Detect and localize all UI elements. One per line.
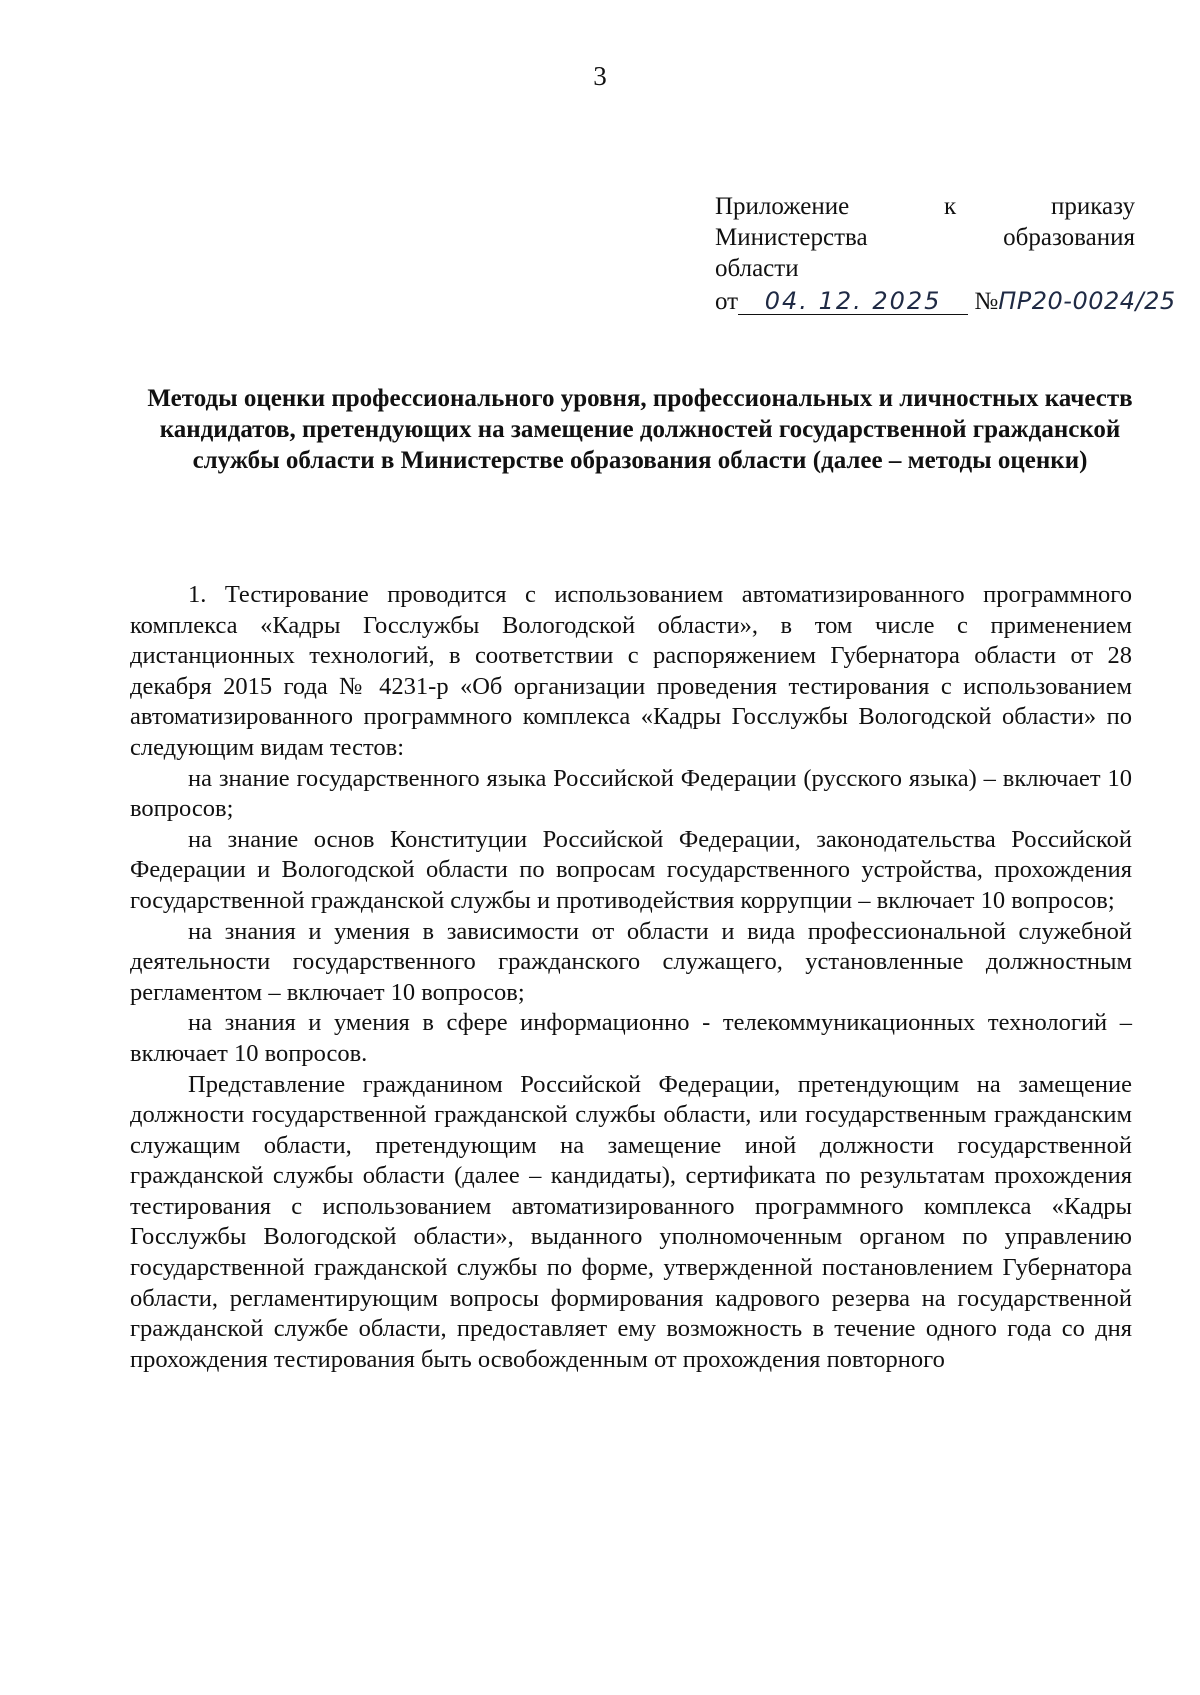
paragraph-test-constitution: на знание основ Конституции Российской Федерации, законодательства Российской Федерации и Вологодской области по вопросам государственного устройства, прохождения государственной гражданской службы и противодействия коррупции – включает 10 вопросов;	[130, 825, 1132, 914]
paragraph-test-professional: на знания и умения в зависимости от области и вида профессиональной служебной деятельности государственного гражданского служащего, установленные должностным регламентом – включает 10 вопросов;	[130, 917, 1132, 1006]
appendix-word: Министерства	[715, 224, 868, 251]
paragraph-certificate: Представление гражданином Российской Федерации, претендующим на замещение должности государственной гражданской службы области, или государственным гражданским служащим области, претендующим на замещение иной должности государственной гражданской службы области (далее – кандидаты), сертификата по результатам прохождения тестирования с использованием автоматизированного программного комплекса «Кадры Госслужбы Вологодской области», выданного уполномоченным органом по управлению государственной гражданской службы по форме, утвержденной постановлением Губернатора области, регламентирующим вопросы формирования кадрового резерва на государственной гражданской службе области, предоставляет ему возможность в течение одного года со дня прохождения тестирования быть освобожденным от прохождения повторного	[130, 1070, 1132, 1373]
document-body	[130, 580, 1132, 1375]
appendix-word: к	[944, 193, 957, 220]
appendix-line-2	[715, 222, 1135, 253]
handwritten-registration-number: ПР20-0024/25	[998, 287, 1176, 315]
number-prefix: №	[974, 288, 999, 315]
paragraph-testing: 1. Тестирование проводится с использованием автоматизированного программного комплекса «Кадры Госслужбы Вологодской области», в том числе с применением дистанционных технологий, в соответствии с распоряжением Губернатора области от 28 декабря 2015 года № 4231-р «Об организации проведения тестирования с использованием автоматизированного программного комплекса «Кадры Госслужбы Вологодской области» по следующим видам тестов:	[130, 581, 1132, 761]
appendix-block	[715, 191, 1176, 317]
appendix-date-line	[715, 286, 1176, 317]
appendix-line-3: области	[715, 255, 799, 282]
appendix-word: приказу	[1051, 193, 1135, 220]
document-title: Методы оценки профессионального уровня, профессиональных и личностных качеств кандидатов, претендующих на замещение должностей государственной гражданской службы области в Министерстве образования области (далее – методы оценки)	[147, 385, 1133, 474]
handwritten-date: 04. 12. 2025	[738, 288, 968, 315]
paragraph-test-russian-language: на знание государственного языка Российской Федерации (русского языка) – включает 10 вопросов;	[130, 764, 1132, 823]
appendix-word: образования	[1003, 224, 1135, 251]
paragraph-test-ict: на знания и умения в сфере информационно - телекоммуникационных технологий – включает 10 вопросов.	[130, 1009, 1132, 1067]
date-prefix: от	[715, 288, 739, 315]
page-number: 3	[593, 61, 607, 91]
appendix-line-1	[715, 191, 1135, 222]
appendix-word: Приложение	[715, 193, 850, 220]
